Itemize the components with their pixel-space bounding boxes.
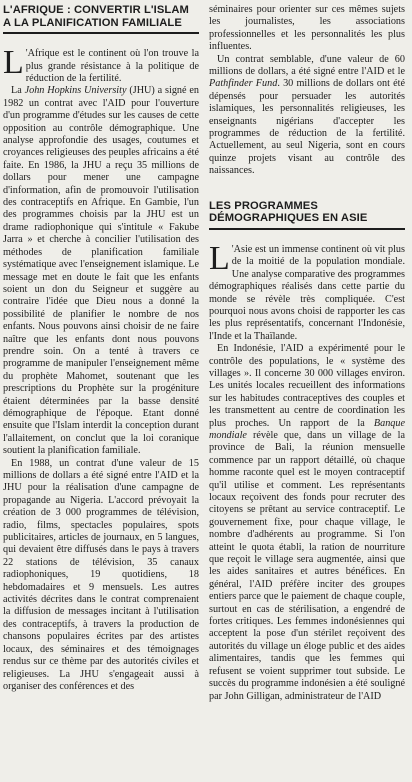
paragraph-nigeria-contract: En 1988, un contrat d'une valeur de 15 millions de dollars a été signé entre l'AID et la JHU pour la réalisation d'une campagne de propagande au Nigeria. L'accord prévoyait la création de 3 000 programmes de télévision, radio, films, spectacles populaires, spots publicitaires, articles de journaux, en 5 langues, qui devaient être diffusés dans le pays à travers 22 stations de télévision, 35 canaux radiophoniques, 19 quotidiens, 18 hebdomadaires et 9 mensuels. Les autres activités décrites dans le contrat comprenaient la diffusion de messages incitant à l'utilisation des contraceptifs, à travers la production de chansons populaires écrites par des artistes locaux, des séminaires et des témoignages rendus sur ce thème par des autorités civiles et religieuses. La JHU s'engageait aussi à organiser des conférences et des (3, 457, 199, 692)
section-heading-africa: L'AFRIQUE : CONVERTIR L'ISLAM A LA PLANIFICATION FAMILIALE (3, 4, 199, 34)
left-column (3, 4, 199, 782)
paragraph-nigeria-continued: séminaires pour orienter sur ces mêmes sujets les journalistes, les associations professionnelles et les personnalités les plus influentes. (209, 4, 405, 53)
right-column (209, 4, 405, 782)
drop-cap: L (3, 44, 24, 82)
drop-cap: L (209, 239, 230, 277)
paragraph-indonesia: En Indonésie, l'AID a expérimenté pour le contrôle des populations, le « système des villages ». Il concerne 30 000 villages environ. Les unités locales recueillent des informations sur les habitudes contraceptives des couples et les transmettent au centre de coordination les plus proches. Un rapport de la Banque mondiale révèle que, dans un village de la province de Bali, la réunion mensuelle commence par un rapport détaillé, où chaque homme raconte quel est le moyen contraceptif qu'il utilise et comment. Les représentants locaux reçoivent des fonds pour recruter des citoyens se prêtant au service contraceptif. Le gouvernement fixe, pour chaque village, le nombre d'adhérents au programme. Si l'on atteint le quota établi, la ration de nourriture que reçoit le village sera augmentée, ainsi que les aides sanitaires et autres bénéfices. En général, l'AID préfère inciter des groupes entiers parce que le paiement de chaque couple, surtout en cas de stérilisation, a engendré de fortes critiques. Les femmes indonésiennes qui acceptent la pose d'un stérilet reçoivent des autorités du village un éloge public et des aides alimentaires, tandis que les femmes qui refusent se voient supprimer tout subside. Le succès du programme indonésien a été souligné par John Gilligan, administrateur de l'AID (209, 343, 405, 702)
paragraph-asia-lead: L 'Asie est un immense continent où vit plus de la moitié de la population mondiale. Une analyse comparative des programmes démographiques réalisés dans cette partie du monde se révèle très compliquée. C'est pourquoi nous avons choisi de rapporter les cas les plus représentatifs, concernant l'Indonésie, l'Inde et la Thaïlande. (209, 239, 405, 342)
paragraph-pathfinder: Un contrat semblable, d'une valeur de 60 millions de dollars, a été signé entre l'AID et le Pathfinder Fund. 30 millions de dollars ont été dépensés pour persuader les autorités islamiques, les personnalités religieuses, les enseignants nigérians d'accepter les programmes de réduction de la fertilité. Actuellement, au seul Nigeria, sont en cours quinze projets visant au contrôle des naissances. (209, 53, 405, 177)
paragraph-africa-lead: L 'Afrique est le continent où l'on trouve la plus grande résistance à la politique de réduction de la fertilité. (3, 44, 199, 84)
paragraph-jhu: La John Hopkins University (JHU) a signé en 1982 un contrat avec l'AID pour l'ouverture d'un programme d'études sur les causes de cette opposition au contrôle démographique. Une analyse approfondie des usages, coutumes et croyances religieuses des peuples africains a été faite. En 1986, la JHU a reçu 35 millions de dollars pour mener une campagne d'information, afin de promouvoir l'utilisation des contraceptifs en Afrique. En Gambie, l'un des programmes choisis par la JHU est un drame radiophonique qui s'intitule « Fakube Jarra » et cherche à concilier l'utilisation des méthodes de planification familiale systématique avec l'enseignement islamique. Le message met en doute le fait que les enfants soient un don du Seigneur et suggère au contraire l'idée que Dieu nous a donné la possibilité de planifier le nombre de nos enfants. Nous pouvons ainsi choisir de ne faire naître que les enfants dont nous pouvons prendre soin. On a tenté à travers ce programme de manipuler l'enseignement même du prophète Mahomet, soutenant que les prescriptions du Prophète sur la progéniture étaient déterminées par la basse densité démographique de l'époque. Etant donné ensuite que l'Islam interdit la conception durant l'allaitement, on conclut que la loi coranique soutient la planification familiale. (3, 85, 199, 457)
section-heading-asia: LES PROGRAMMES DÉMOGRAPHIQUES EN ASIE (209, 200, 405, 230)
